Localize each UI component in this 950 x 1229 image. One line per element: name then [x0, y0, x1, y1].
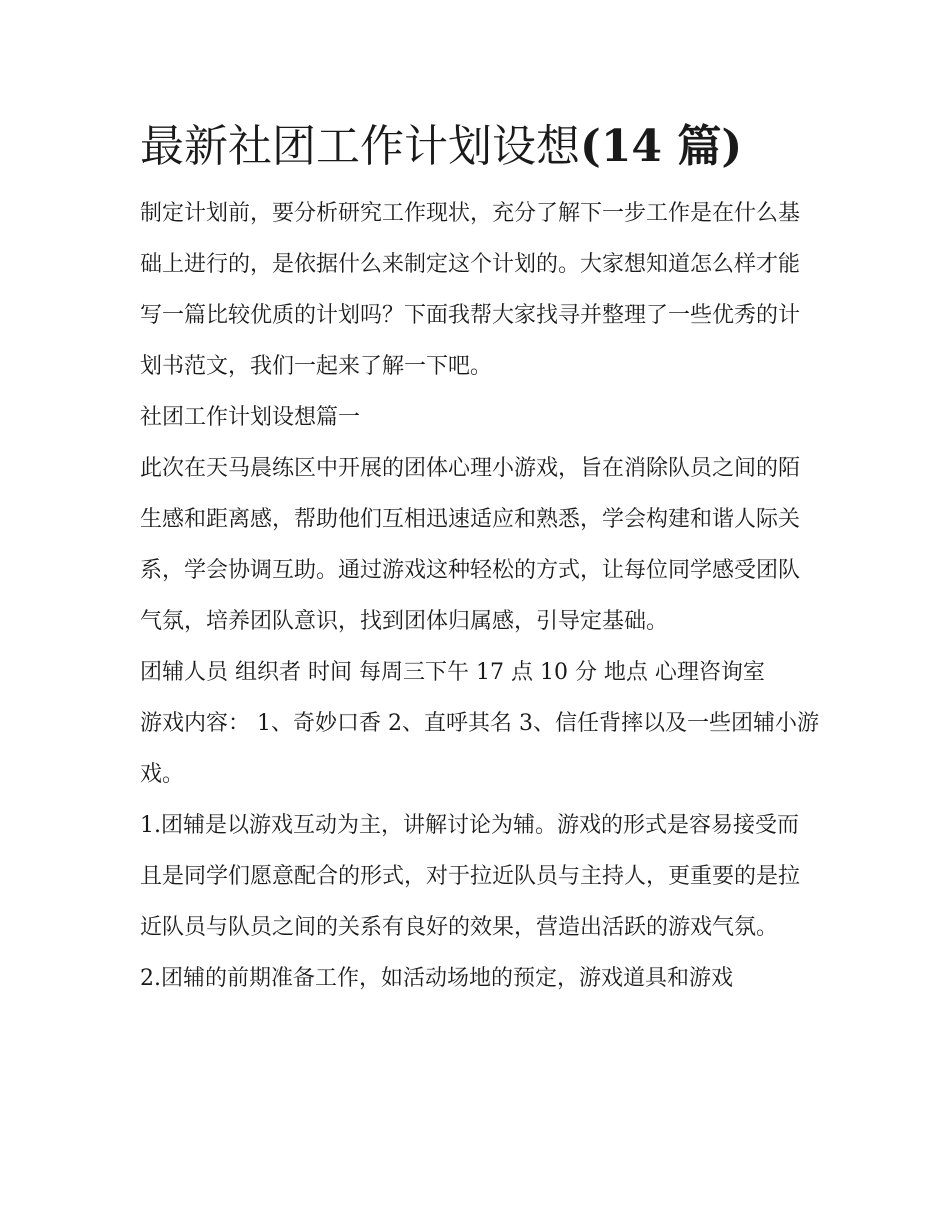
staff-info-line: 团辅人员 组织者 时间 每周三下午 17 点 10 分 地点 心理咨询室 — [140, 660, 765, 685]
point-1-paragraph: 1.团辅是以游戏互动为主，讲解讨论为辅。游戏的形式是容易接受而且是同学们愿意配合的形式，对于拉近队员与主持人，更重要的是拉近队员与队员之间的关系有良好的效果，营造出活跃的游戏气氛。 — [140, 813, 801, 940]
point-2-paragraph: 2.团辅的前期准备工作，如活动场地的预定，游戏道具和游戏 — [140, 966, 733, 991]
game-content-paragraph: 游戏内容： 1、奇妙口香 2、直呼其名 3、信任背摔以及一些团辅小游戏。 — [140, 711, 819, 787]
title-suffix: (14 篇) — [580, 121, 743, 172]
activity-purpose-paragraph: 此次在天马晨练区中开展的团体心理小游戏，旨在消除队员之间的陌生感和距离感，帮助他们互相迅速适应和熟悉，学会构建和谐人际关系，学会协调互助。通过游戏这种轻松的方式，让每位同学感受团队气氛，培养团队意识，找到团体归属感，引导定基础。 — [140, 456, 801, 634]
document-page — [140, 110, 820, 1004]
document-title — [140, 110, 820, 184]
section-heading: 社团工作计划设想篇一 — [140, 405, 361, 430]
title-main: 最新社团工作计划设想 — [140, 121, 580, 172]
intro-paragraph: 制定计划前，要分析研究工作现状，充分了解下一步工作是在什么基础上进行的，是依据什么来制定这个计划的。大家想知道怎么样才能写一篇比较优质的计划吗？下面我帮大家找寻并整理了一些优秀的计划书范文，我们一起来了解一下吧。 — [140, 201, 801, 379]
